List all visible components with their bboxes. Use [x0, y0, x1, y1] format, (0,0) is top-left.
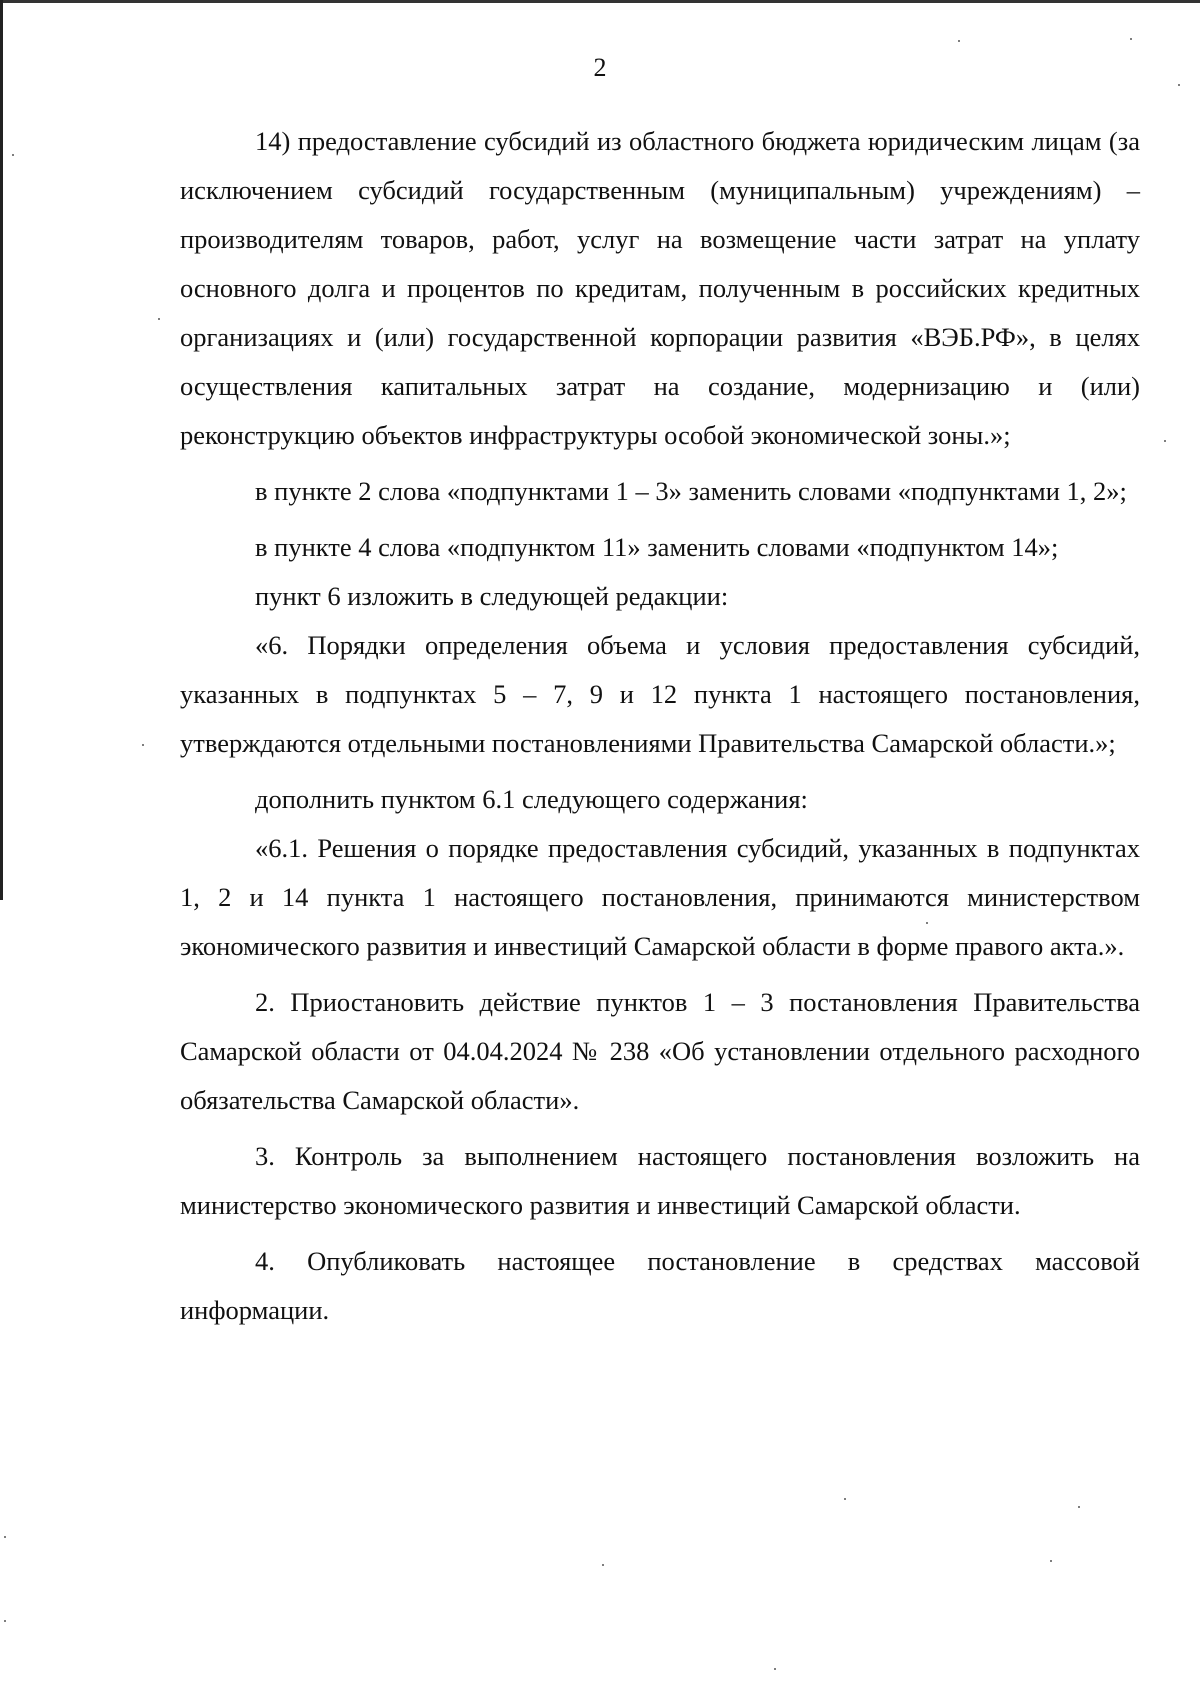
scan-speck — [1164, 440, 1166, 442]
paragraph-point-6-1-text: «6.1. Решения о порядке предоставления субсидий, указанных в подпунктах 1, 2 и 14 пункта 1 настоящего постановления, принимаются министерством экономического развития и инвестиций Самарской области в форме правого акта.». — [180, 833, 1140, 961]
scan-speck — [602, 1564, 604, 1566]
page-number: 2 — [593, 53, 607, 82]
scan-speck — [12, 154, 14, 156]
scan-speck — [1130, 38, 1132, 40]
paragraph-point-6-1-intro: дополнить пунктом 6.1 следующего содержания: — [255, 784, 808, 814]
paragraph-item-4: 4. Опубликовать настоящее постановление в средствах массовой информации. — [180, 1246, 1140, 1325]
scan-speck — [958, 40, 960, 42]
paragraph-point-6-intro: пункт 6 изложить в следующей редакции: — [255, 581, 729, 611]
scan-speck — [1050, 1560, 1052, 1562]
paragraph-item-3: 3. Контроль за выполнением настоящего постановления возложить на министерство экономического развития и инвестиций Самарской области. — [180, 1141, 1140, 1220]
paragraph-item-2: 2. Приостановить действие пунктов 1 – 3 постановления Правительства Самарской области от 04.04.2024 № 238 «Об установлении отдельного расходного обязательства Самарской области». — [180, 987, 1140, 1115]
paragraph-amend-point-4: в пункте 4 слова «подпунктом 11» заменить словами «подпунктом 14»; — [255, 532, 1059, 562]
scan-speck — [1178, 84, 1180, 86]
scan-speck — [142, 744, 144, 746]
scan-speck — [774, 1668, 776, 1670]
scan-speck — [4, 1620, 6, 1622]
scan-speck — [1078, 1506, 1080, 1508]
scan-left-edge — [0, 0, 3, 900]
paragraph-point-6-text: «6. Порядки определения объема и условия предоставления субсидий, указанных в подпунктах 5 – 7, 9 и 12 пункта 1 настоящего постановления, утверждаются отдельными постановлениями Правительства Самарской области.»; — [180, 630, 1140, 758]
scan-speck — [158, 318, 160, 320]
paragraph-amend-point-2: в пункте 2 слова «подпунктами 1 – 3» заменить словами «подпунктами 1, 2»; — [255, 476, 1127, 506]
scan-speck — [4, 1536, 6, 1538]
paragraph-subparagraph-14: 14) предоставление субсидий из областного бюджета юридическим лицам (за исключением субсидий государственным (муниципальным) учреждениям) – производителям товаров, работ, услуг на возмещение части затрат на уплату основного долга и процентов по кредитам, полученным в российских кредитных организациях и (или) государственной корпорации развития «ВЭБ.РФ», в целях осуществления капитальных затрат на создание, модернизацию и (или) реконструкцию объектов инфраструктуры особой экономической зоны.»; — [180, 126, 1140, 450]
scan-top-edge — [0, 0, 1200, 3]
document-body — [180, 117, 1140, 1335]
scan-speck — [844, 1498, 846, 1500]
